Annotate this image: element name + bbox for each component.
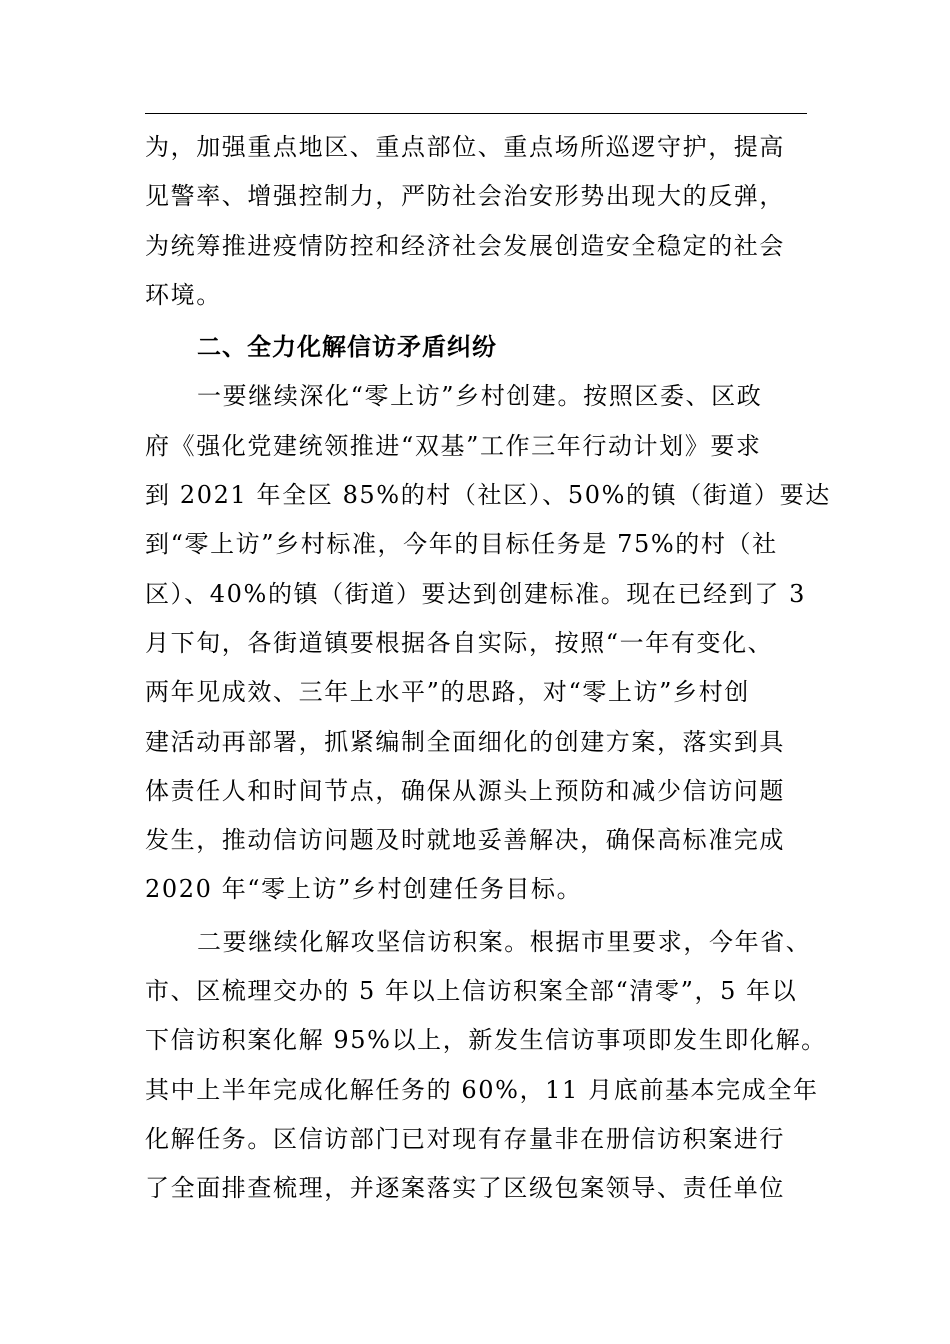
paragraph-line: 市、区梳理交办的 5 年以上信访积案全部“清零”，5 年以 xyxy=(145,977,798,1006)
paragraph-line: 二要继续化解攻坚信访积案。根据市里要求，今年省、 xyxy=(197,927,812,956)
paragraph-line: 化解任务。区信访部门已对现有存量非在册信访积案进行 xyxy=(145,1124,785,1153)
paragraph-line: 环境。 xyxy=(145,280,222,309)
paragraph-line: 体责任人和时间节点，确保从源头上预防和减少信访问题 xyxy=(145,776,785,805)
paragraph-line: 月下旬，各街道镇要根据各自实际，按照“一年有变化、 xyxy=(145,628,774,657)
paragraph-line: 发生，推动信访问题及时就地妥善解决，确保高标准完成 xyxy=(145,826,785,855)
paragraph-line: 其中上半年完成化解任务的 60%，11 月底前基本完成全年 xyxy=(145,1075,819,1104)
paragraph-line: 下信访积案化解 95%以上，新发生信访事项即发生即化解。 xyxy=(145,1026,827,1055)
paragraph-line: 为，加强重点地区、重点部位、重点场所巡逻守护，提高 xyxy=(145,133,785,161)
paragraph-line: 见警率、增强控制力，严防社会治安形势出现大的反弹， xyxy=(145,182,785,211)
paragraph-line: 2020 年“零上访”乡村创建任务目标。 xyxy=(145,875,583,904)
paragraph-line: 为统筹推进疫情防控和经济社会发展创造安全稳定的社会 xyxy=(145,231,785,260)
paragraph-line: 府《强化党建统领推进“双基”工作三年行动计划》要求 xyxy=(145,431,762,460)
paragraph-line: 两年见成效、三年上水平”的思路，对“零上访”乡村创 xyxy=(145,678,750,707)
paragraph-line: 到“零上访”乡村标准，今年的目标任务是 75%的村（社 xyxy=(145,530,778,559)
header-rule xyxy=(145,113,807,114)
paragraph-line: 一要继续深化“零上访”乡村创建。按照区委、区政 xyxy=(197,382,763,411)
document-body xyxy=(145,123,831,1214)
paragraph-line: 区）、40%的镇（街道）要达到创建标准。现在已经到了 3 xyxy=(145,579,807,608)
paragraph-line: 到 2021 年全区 85%的村（社区）、50%的镇（街道）要达 xyxy=(145,481,831,510)
paragraph-line: 建活动再部署，抓紧编制全面细化的创建方案，落实到具 xyxy=(145,727,785,756)
paragraph-line: 了全面排查梳理，并逐案落实了区级包案领导、责任单位 xyxy=(145,1174,785,1203)
section-heading: 二、全力化解信访矛盾纠纷 xyxy=(197,333,497,362)
